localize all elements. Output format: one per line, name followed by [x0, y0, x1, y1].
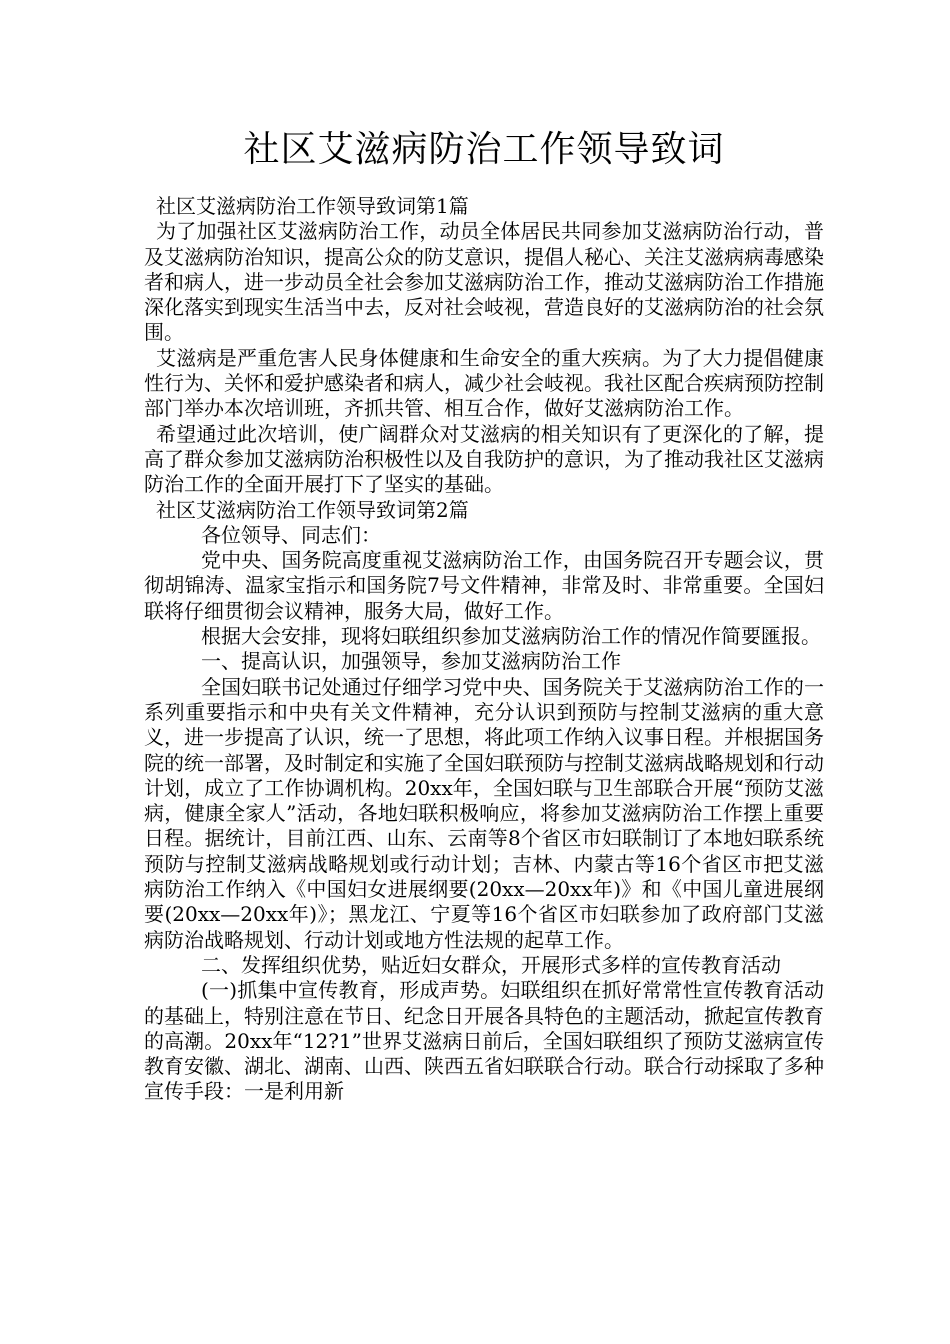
- body-paragraph: 根据大会安排，现将妇联组织参加艾滋病防治工作的情况作简要匯报。: [201, 624, 821, 649]
- body-paragraph: 希望通过此次培训，使广阔群众对艾滋病的相关知识有了更深化的了解，提高了群众参加艾滋病防治积极性以及自我防护的意识，为了推动我社区艾滋病防治工作的全面开展打下了坚实的基础。: [144, 421, 824, 497]
- body-paragraph: 全国妇联书记处通过仔细学习党中央、国务院关于艾滋病防治工作的一系列重要指示和中央有关文件精神，充分认识到预防与控制艾滋病的重大意义，进一步提高了认识，统一了思想，将此项工作纳入议事日程。并根据国务院的统一部署，及时制定和实施了全国妇联预防与控制艾滋病战略规划和行动计划，成立了工作协调机构。20xx年，全国妇联与卫生部联合开展“预防艾滋病，健康全家人”活动，各地妇联积极响应，将参加艾滋病防治工作摆上重要日程。据统计，目前江西、山东、云南等8个省区市妇联制订了本地妇联系统预防与控制艾滋病战略规划或行动计划；吉林、内蒙古等16个省区市把艾滋病防治工作纳入《中国妇女进展纲要(20xx—20xx年)》和《中国儿童进展纲要(20xx—20xx年)》；黑龙江、宁夏等16个省区市妇联参加了政府部门艾滋病防治战略规划、行动计划或地方性法规的起草工作。: [144, 674, 824, 952]
- document-page: [144, 124, 824, 1105]
- section-heading-2: 社区艾滋病防治工作领导致词第2篇: [156, 497, 469, 522]
- section-heading-1: 社区艾滋病防治工作领导致词第1篇: [156, 194, 469, 218]
- document-title: 社区艾滋病防治工作领导致词: [243, 129, 725, 170]
- body-paragraph: 为了加强社区艾滋病防治工作，动员全体居民共同参加艾滋病防治行动，普及艾滋病防治知识，提高公众的防艾意识，提倡人秘心、关注艾滋病病毒感染者和病人，进一步动员全社会参加艾滋病防治工作，推动艾滋病防治工作措施深化落实到现实生活当中去，反对社会岐视，营造良好的艾滋病防治的社会氛围。: [144, 219, 824, 345]
- body-paragraph: (一)抓集中宣传教育，形成声势。妇联组织在抓好常常性宣传教育活动的基础上，特别注意在节日、纪念日开展各具特色的主题活动，掀起宣传教育的高潮。20xx年“12?1”世界艾滋病日前后，全国妇联组织了预防艾滋病宣传教育安徽、湖北、湖南、山西、陕西五省妇联联合行动。联合行动採取了多种宣传手段：一是利用新: [144, 978, 824, 1104]
- body-paragraph: 艾滋病是严重危害人民身体健康和生命安全的重大疾病。为了大力提倡健康性行为、关怀和爱护感染者和病人，减少社会岐视。我社区配合疾病预防控制部门举办本次培训班，齐抓共管、相互合作，做好艾滋病防治工作。: [144, 345, 824, 421]
- body-paragraph: 党中央、国务院高度重视艾滋病防治工作，由国务院召开专题会议，贯彻胡锦涛、温家宝指示和国务院7号文件精神，非常及时、非常重要。全国妇联将仔细贯彻会议精神，服务大局，做好工作。: [144, 548, 824, 623]
- subheading-2: 二、发挥组织优势，贴近妇女群众，开展形式多样的宣传教育活动: [201, 952, 781, 977]
- salutation: 各位领导、同志们：: [201, 522, 381, 547]
- subheading-1: 一、提高认识，加强领导，参加艾滋病防治工作: [201, 649, 621, 674]
